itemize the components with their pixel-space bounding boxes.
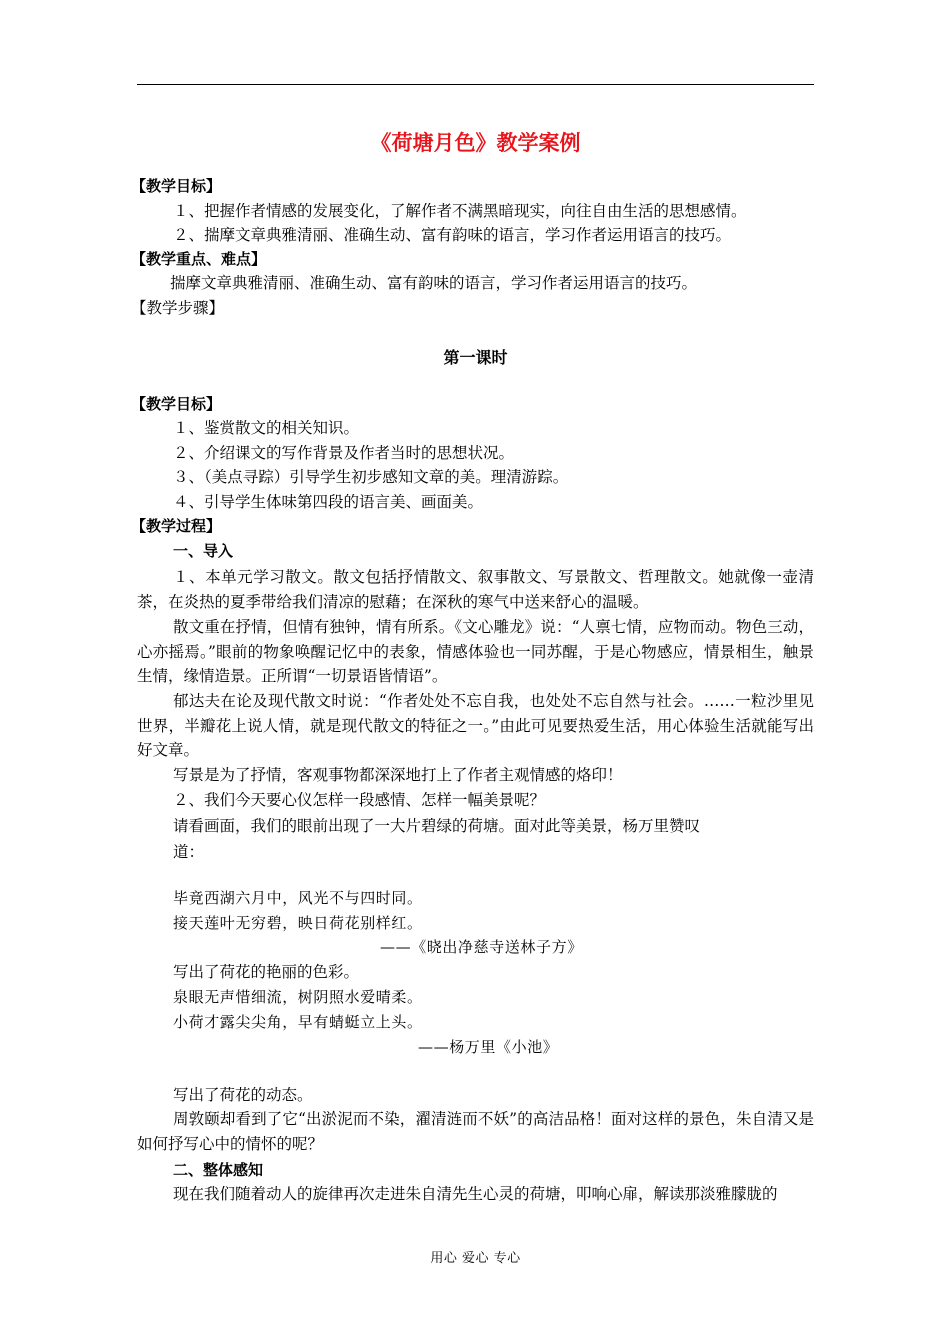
lesson-goal-item: ３、（美点寻踪）引导学生初步感知文章的美。理清游踪。 <box>173 468 569 486</box>
poem-note: 写出了荷花的动态。 <box>173 1086 313 1104</box>
lesson-goal-item: １、鉴赏散文的相关知识。 <box>173 419 360 437</box>
poem-line: 小荷才露尖尖角，早有蜻蜓立上头。 <box>173 1013 423 1031</box>
key-points-text: 揣摩文章典雅清丽、准确生动、富有韵味的语言，学习作者运用语言的技巧。 <box>170 274 698 292</box>
paragraph: 散文重在抒情，但情有独钟，情有所系。《文心雕龙》说：“人禀七情，应物而动。物色三动，心亦摇焉。”眼前的物象唤醒记忆中的表象，情感体验也一同苏醒，于是心物感应，情景相生，触景生情，缘情造景。正所谓“一切景语皆情语”。 <box>137 618 814 685</box>
document-title: 《荷塘月色》教学案例 <box>370 131 581 155</box>
paragraph: 周敦颐却看到了它“出淤泥而不染，濯清涟而不妖”的高洁品格！面对这样的景色，朱自清又是如何抒写心中的情怀的呢？ <box>137 1110 814 1153</box>
section-heading-intro: 一、导入 <box>173 542 234 560</box>
section-heading-overview: 二、整体感知 <box>173 1161 264 1179</box>
key-points-heading: 【教学重点、难点】 <box>131 250 267 268</box>
steps-heading: 【教学步骤】 <box>131 299 225 317</box>
paragraph: 写景是为了抒情，客观事物都深深地打上了作者主观情感的烙印！ <box>173 766 623 784</box>
poem-line: 泉眼无声惜细流，树阴照水爱晴柔。 <box>173 988 423 1006</box>
poem-source: ——《晓出净慈寺送林子方》 <box>380 938 583 956</box>
page-footer: 用心 爱心 专心 <box>430 1251 521 1266</box>
goals-heading: 【教学目标】 <box>131 177 222 195</box>
paragraph-line: 道： <box>173 843 205 861</box>
paragraph: 郁达夫在论及现代散文时说：“作者处处不忘自我，也处处不忘自然与社会。……一粒沙里见世界，半瓣花上说人情，就是现代散文的特征之一。”由此可见要热爱生活，用心体验生活就能写出好文章。 <box>137 692 814 759</box>
lesson-title: 第一课时 <box>443 348 508 367</box>
goal-item: １、把握作者情感的发展变化，了解作者不满黑暗现实，向往自由生活的思想感情。 <box>173 202 747 220</box>
paragraph: １、本单元学习散文。散文包括抒情散文、叙事散文、写景散文、哲理散文。她就像一壶清茶，在炎热的夏季带给我们清凉的慰藉；在深秋的寒气中送来舒心的温暖。 <box>137 568 814 611</box>
poem-line: 接天莲叶无穷碧，映日荷花别样红。 <box>173 914 423 932</box>
paragraph: ２、我们今天要心仪怎样一段感情、怎样一幅美景呢？ <box>173 791 546 809</box>
lesson-goal-item: ４、引导学生体味第四段的语言美、画面美。 <box>173 493 484 511</box>
poem-source: ——杨万里《小池》 <box>418 1038 559 1056</box>
poem-line: 毕竟西湖六月中，风光不与四时同。 <box>173 889 423 907</box>
paragraph-line: 请看画面，我们的眼前出现了一大片碧绿的荷塘。面对此等美景，杨万里赞叹 <box>173 817 701 835</box>
lesson-goals-heading: 【教学目标】 <box>131 395 222 413</box>
lesson-goal-item: ２、介绍课文的写作背景及作者当时的思想状况。 <box>173 444 515 462</box>
poem-note: 写出了荷花的艳丽的色彩。 <box>173 963 360 981</box>
header-rule <box>137 84 814 85</box>
paragraph: 现在我们随着动人的旋律再次走进朱自清先生心灵的荷塘，叩响心扉，解读那淡雅朦胧的 <box>173 1185 778 1203</box>
process-heading: 【教学过程】 <box>131 517 222 535</box>
goal-item: ２、揣摩文章典雅清丽、准确生动、富有韵味的语言，学习作者运用语言的技巧。 <box>173 226 732 244</box>
